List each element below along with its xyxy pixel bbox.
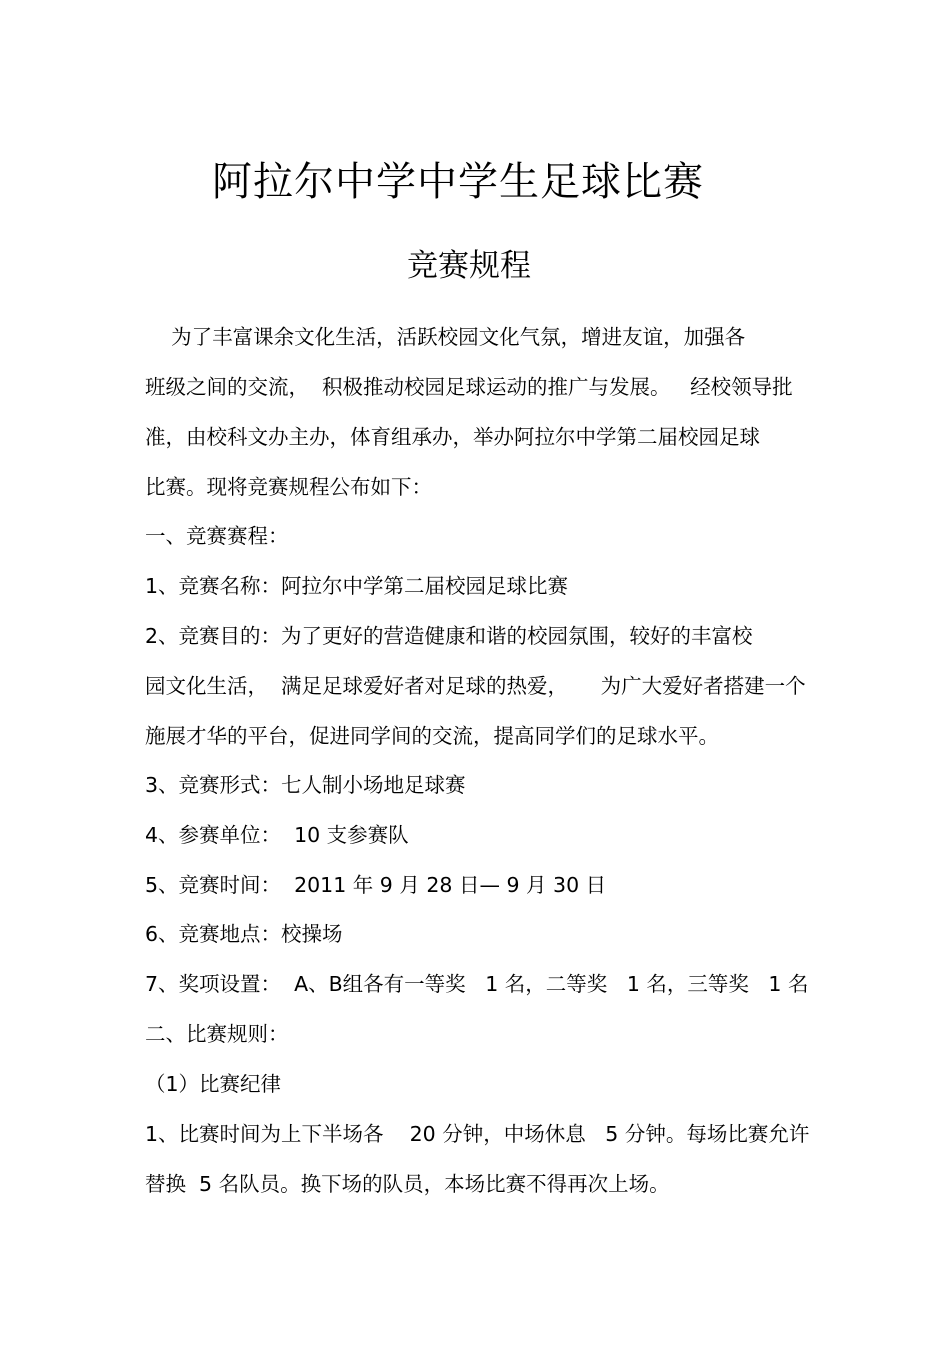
body-line: 准，由校科文办主办，体育组承办，举办阿拉尔中学第二届校园足球 xyxy=(145,425,760,449)
body-line: 1、竞赛名称：阿拉尔中学第二届校园足球比赛 xyxy=(145,574,569,598)
body-line: 班级之间的交流， 积极推动校园足球运动的推广与发展。 经校领导批 xyxy=(145,375,793,399)
section-heading: 二、比赛规则： xyxy=(145,1022,289,1046)
document-title: 阿拉尔中学中学生足球比赛 xyxy=(212,159,704,205)
body-line: 园文化生活， 满足足球爱好者对足球的热爱， 为广大爱好者搭建一个 xyxy=(145,674,806,698)
body-line: 3、竞赛形式：七人制小场地足球赛 xyxy=(145,773,466,797)
body-line: 施展才华的平台，促进同学间的交流，提高同学们的足球水平。 xyxy=(145,724,719,748)
body-line: 为了丰富课余文化生活，活跃校园文化气氛，增进友谊，加强各 xyxy=(145,325,746,349)
body-line: 6、竞赛地点：校操场 xyxy=(145,922,343,946)
body-line: 4、参赛单位： 10 支参赛队 xyxy=(145,823,409,847)
body-line: 比赛。现将竞赛规程公布如下： xyxy=(145,475,432,499)
body-line: 替换 5 名队员。换下场的队员，本场比赛不得再次上场。 xyxy=(145,1172,670,1196)
body-line: 5、竞赛时间： 2011 年 9 月 28 日— 9 月 30 日 xyxy=(145,873,607,897)
section-heading: 一、竞赛赛程： xyxy=(145,524,289,548)
body-line: 7、奖项设置： A、B组各有一等奖 1 名，二等奖 1 名，三等奖 1 名 xyxy=(145,972,809,996)
body-line: 2、竞赛目的：为了更好的营造健康和谐的校园氛围，较好的丰富校 xyxy=(145,624,753,648)
subsection-heading: （1）比赛纪律 xyxy=(145,1072,282,1096)
document-subtitle: 竞赛规程 xyxy=(407,248,531,284)
body-line: 1、比赛时间为上下半场各 20 分钟，中场休息 5 分钟。每场比赛允许 xyxy=(145,1122,810,1146)
